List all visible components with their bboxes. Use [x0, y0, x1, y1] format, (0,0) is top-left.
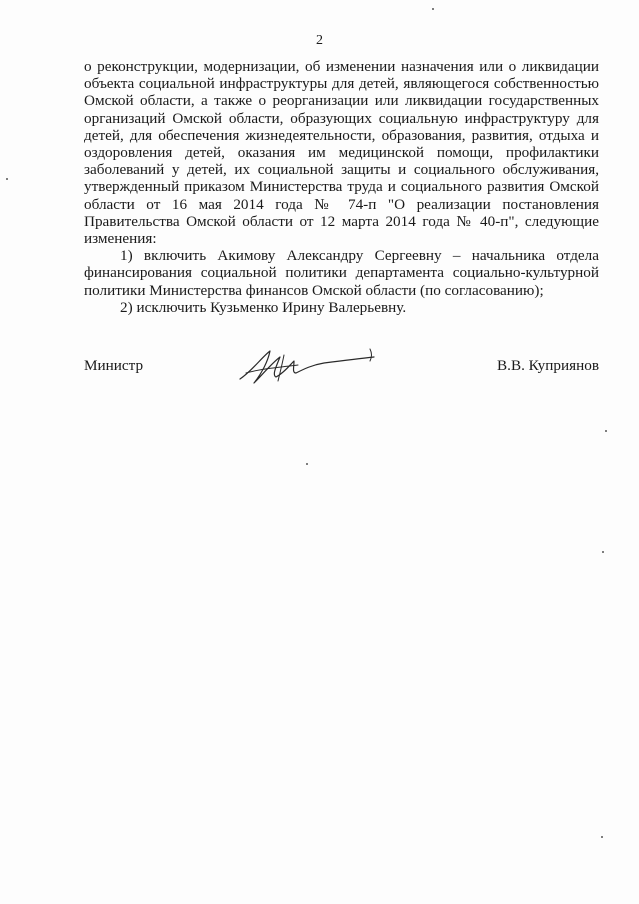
- signatory-title: Министр: [84, 357, 144, 374]
- paragraph-amendment-intro: о реконструкции, модернизации, об изменении назначения или о ликвидации объекта социальной инфраструктуры для детей, являющегося собственностью Омской области, а также о реорганизации или ликвидации государственных организаций Омской области, образующих социальную инфраструктуру для детей, для обеспечения жизнедеятельности, образования, развития, отдыха и оздоровления детей, оказания им медицинской помощи, профилактики заболеваний у детей, их социальной защиты и социального обслуживания, утвержденный приказом Министерства труда и социального развития Омской области от 16 мая 2014 года № 74-п "О реализации постановления Правительства Омской области от 12 марта 2014 года № 40-п", следующие изменения:: [84, 58, 599, 248]
- scan-speck: [432, 8, 434, 10]
- page-number: 2: [316, 33, 323, 48]
- scan-speck: [602, 551, 604, 553]
- scan-speck: [306, 463, 308, 465]
- signatory-name: В.В. Куприянов: [497, 357, 599, 374]
- list-item-include: 1) включить Акимову Александру Сергеевну – начальника отдела финансирования социальной политики департамента социально-культурной политики Министерства финансов Омской области (по согласованию);: [84, 247, 599, 299]
- scan-speck: [605, 430, 607, 432]
- handwritten-signature: [232, 343, 382, 391]
- scan-speck: [6, 178, 8, 180]
- signature-block: [84, 355, 599, 379]
- document-body: [84, 58, 599, 316]
- scan-speck: [601, 836, 603, 838]
- list-item-exclude: 2) исключить Кузьменко Ирину Валерьевну.: [120, 298, 407, 316]
